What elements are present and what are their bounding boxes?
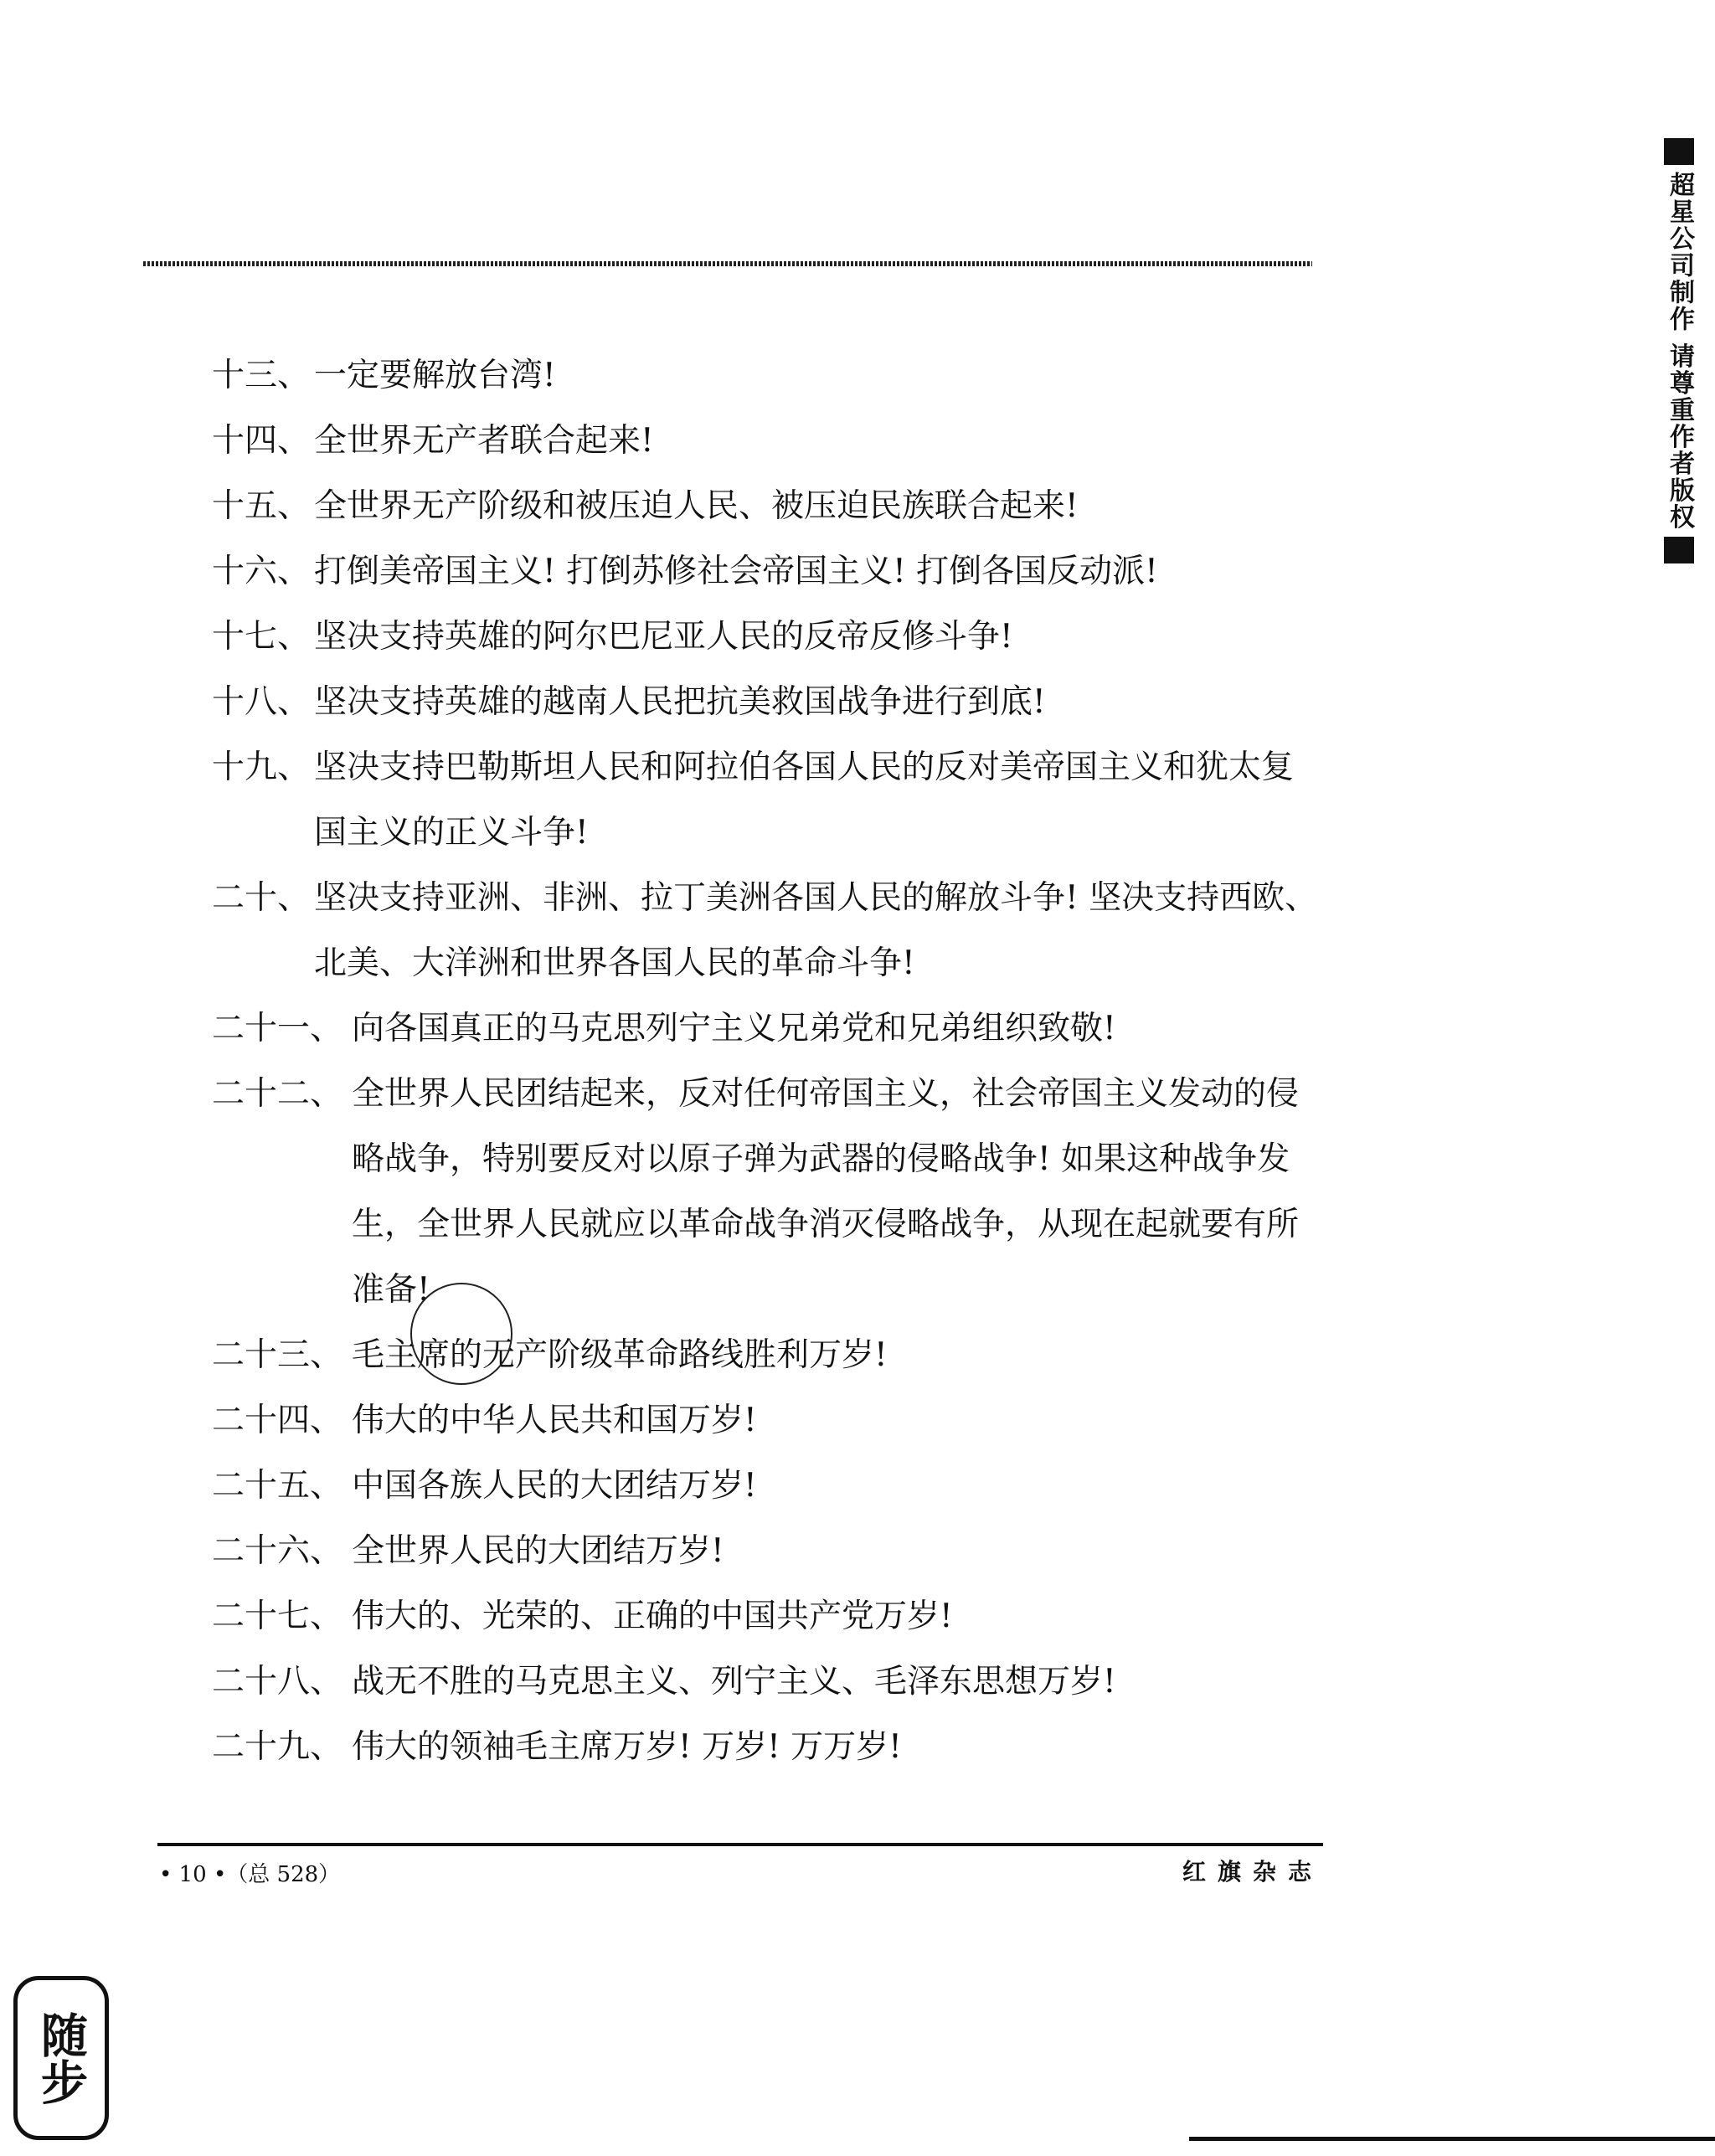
slogan-text: 向各国真正的马克思列宁主义兄弟党和兄弟组织致敬! — [352, 1010, 1116, 1047]
slogan-item — [212, 474, 1326, 539]
slogan-text: 毛主席的无产阶级革命路线胜利万岁! — [352, 1336, 888, 1374]
copyright-watermark — [1662, 138, 1696, 563]
slogan-number: 二十七、 — [212, 1598, 343, 1635]
slogan-text: 全世界人民的大团结万岁! — [352, 1532, 724, 1570]
slogan-number: 十七、 — [212, 618, 311, 656]
slogan-text: 坚决支持巴勒斯坦人民和阿拉伯各国人民的反对美帝国主义和犹太复国主义的正义斗争! — [314, 749, 1295, 852]
seal-stamp: 随步 — [13, 1976, 109, 2140]
slogan-number: 十三、 — [212, 357, 311, 394]
slogan-text: 一定要解放台湾! — [314, 357, 556, 394]
slogan-item — [212, 539, 1326, 605]
pen-circle-mark — [410, 1283, 512, 1385]
slogan-item — [212, 605, 1326, 670]
slogan-text: 全世界无产阶级和被压迫人民、被压迫民族联合起来! — [314, 487, 1079, 525]
slogan-text: 战无不胜的马克思主义、列宁主义、毛泽东思想万岁! — [352, 1663, 1116, 1701]
slogan-text: 坚决支持英雄的阿尔巴尼亚人民的反帝反修斗争! — [314, 618, 1013, 656]
slogan-item — [212, 1649, 1326, 1715]
watermark-text: 超星公司制作 请尊重作者版权 — [1665, 172, 1694, 531]
dotted-header-rule — [143, 261, 1312, 266]
bottom-edge-line — [1189, 2137, 1715, 2141]
slogan-number: 二十四、 — [212, 1402, 343, 1439]
slogan-list — [212, 343, 1326, 1780]
slogan-text: 全世界人民团结起来，反对任何帝国主义，社会帝国主义发动的侵略战争，特别要反对以原子弹为武器的侵略战争! 如果这种战争发生，全世界人民就应以革命战争消灭侵略战争，从现在起就要有所准备! — [352, 1075, 1300, 1309]
slogan-item — [212, 1062, 1326, 1323]
slogan-item — [212, 1323, 1326, 1388]
slogan-text: 伟大的中华人民共和国万岁! — [352, 1402, 757, 1439]
slogan-item — [212, 1388, 1326, 1454]
page-number: • 10 •（总 528） — [159, 1862, 341, 1887]
slogan-number: 十五、 — [212, 487, 311, 525]
slogan-number: 十四、 — [212, 422, 311, 460]
footer-rule — [157, 1843, 1323, 1846]
slogan-item — [212, 409, 1326, 474]
watermark-bar-top — [1664, 138, 1694, 165]
slogan-text: 坚决支持英雄的越南人民把抗美救国战争进行到底! — [314, 683, 1046, 721]
slogan-item — [212, 1715, 1326, 1780]
slogan-number: 二十九、 — [212, 1728, 343, 1766]
slogan-item — [212, 1519, 1326, 1584]
slogan-text: 伟大的领袖毛主席万岁! 万岁! 万万岁! — [352, 1728, 902, 1766]
slogan-text: 中国各族人民的大团结万岁! — [352, 1467, 757, 1505]
watermark-bar-bottom — [1664, 537, 1694, 563]
slogan-item — [212, 670, 1326, 735]
slogan-number: 二十二、 — [212, 1075, 343, 1113]
slogan-item — [212, 343, 1326, 409]
slogan-number: 十八、 — [212, 683, 311, 721]
slogan-item — [212, 735, 1326, 866]
journal-name: 红旗杂志 — [1182, 1858, 1323, 1886]
slogan-number: 二十一、 — [212, 1010, 343, 1047]
slogan-item — [212, 866, 1326, 996]
slogan-number: 十九、 — [212, 749, 311, 786]
slogan-number: 二十六、 — [212, 1532, 343, 1570]
slogan-item — [212, 1454, 1326, 1519]
slogan-text: 全世界无产者联合起来! — [314, 422, 654, 460]
slogan-text: 坚决支持亚洲、非洲、拉丁美洲各国人民的解放斗争! 坚决支持西欧、北美、大洋洲和世界各国人民的革命斗争! — [314, 879, 1318, 982]
slogan-number: 二十三、 — [212, 1336, 343, 1374]
slogan-item — [212, 996, 1326, 1062]
slogan-number: 二十五、 — [212, 1467, 343, 1505]
slogan-text: 打倒美帝国主义! 打倒苏修社会帝国主义! 打倒各国反动派! — [314, 553, 1158, 590]
slogan-number: 二十八、 — [212, 1663, 343, 1701]
slogan-number: 二十、 — [212, 879, 311, 917]
slogan-item — [212, 1584, 1326, 1649]
slogan-text: 伟大的、光荣的、正确的中国共产党万岁! — [352, 1598, 953, 1635]
slogan-number: 十六、 — [212, 553, 311, 590]
